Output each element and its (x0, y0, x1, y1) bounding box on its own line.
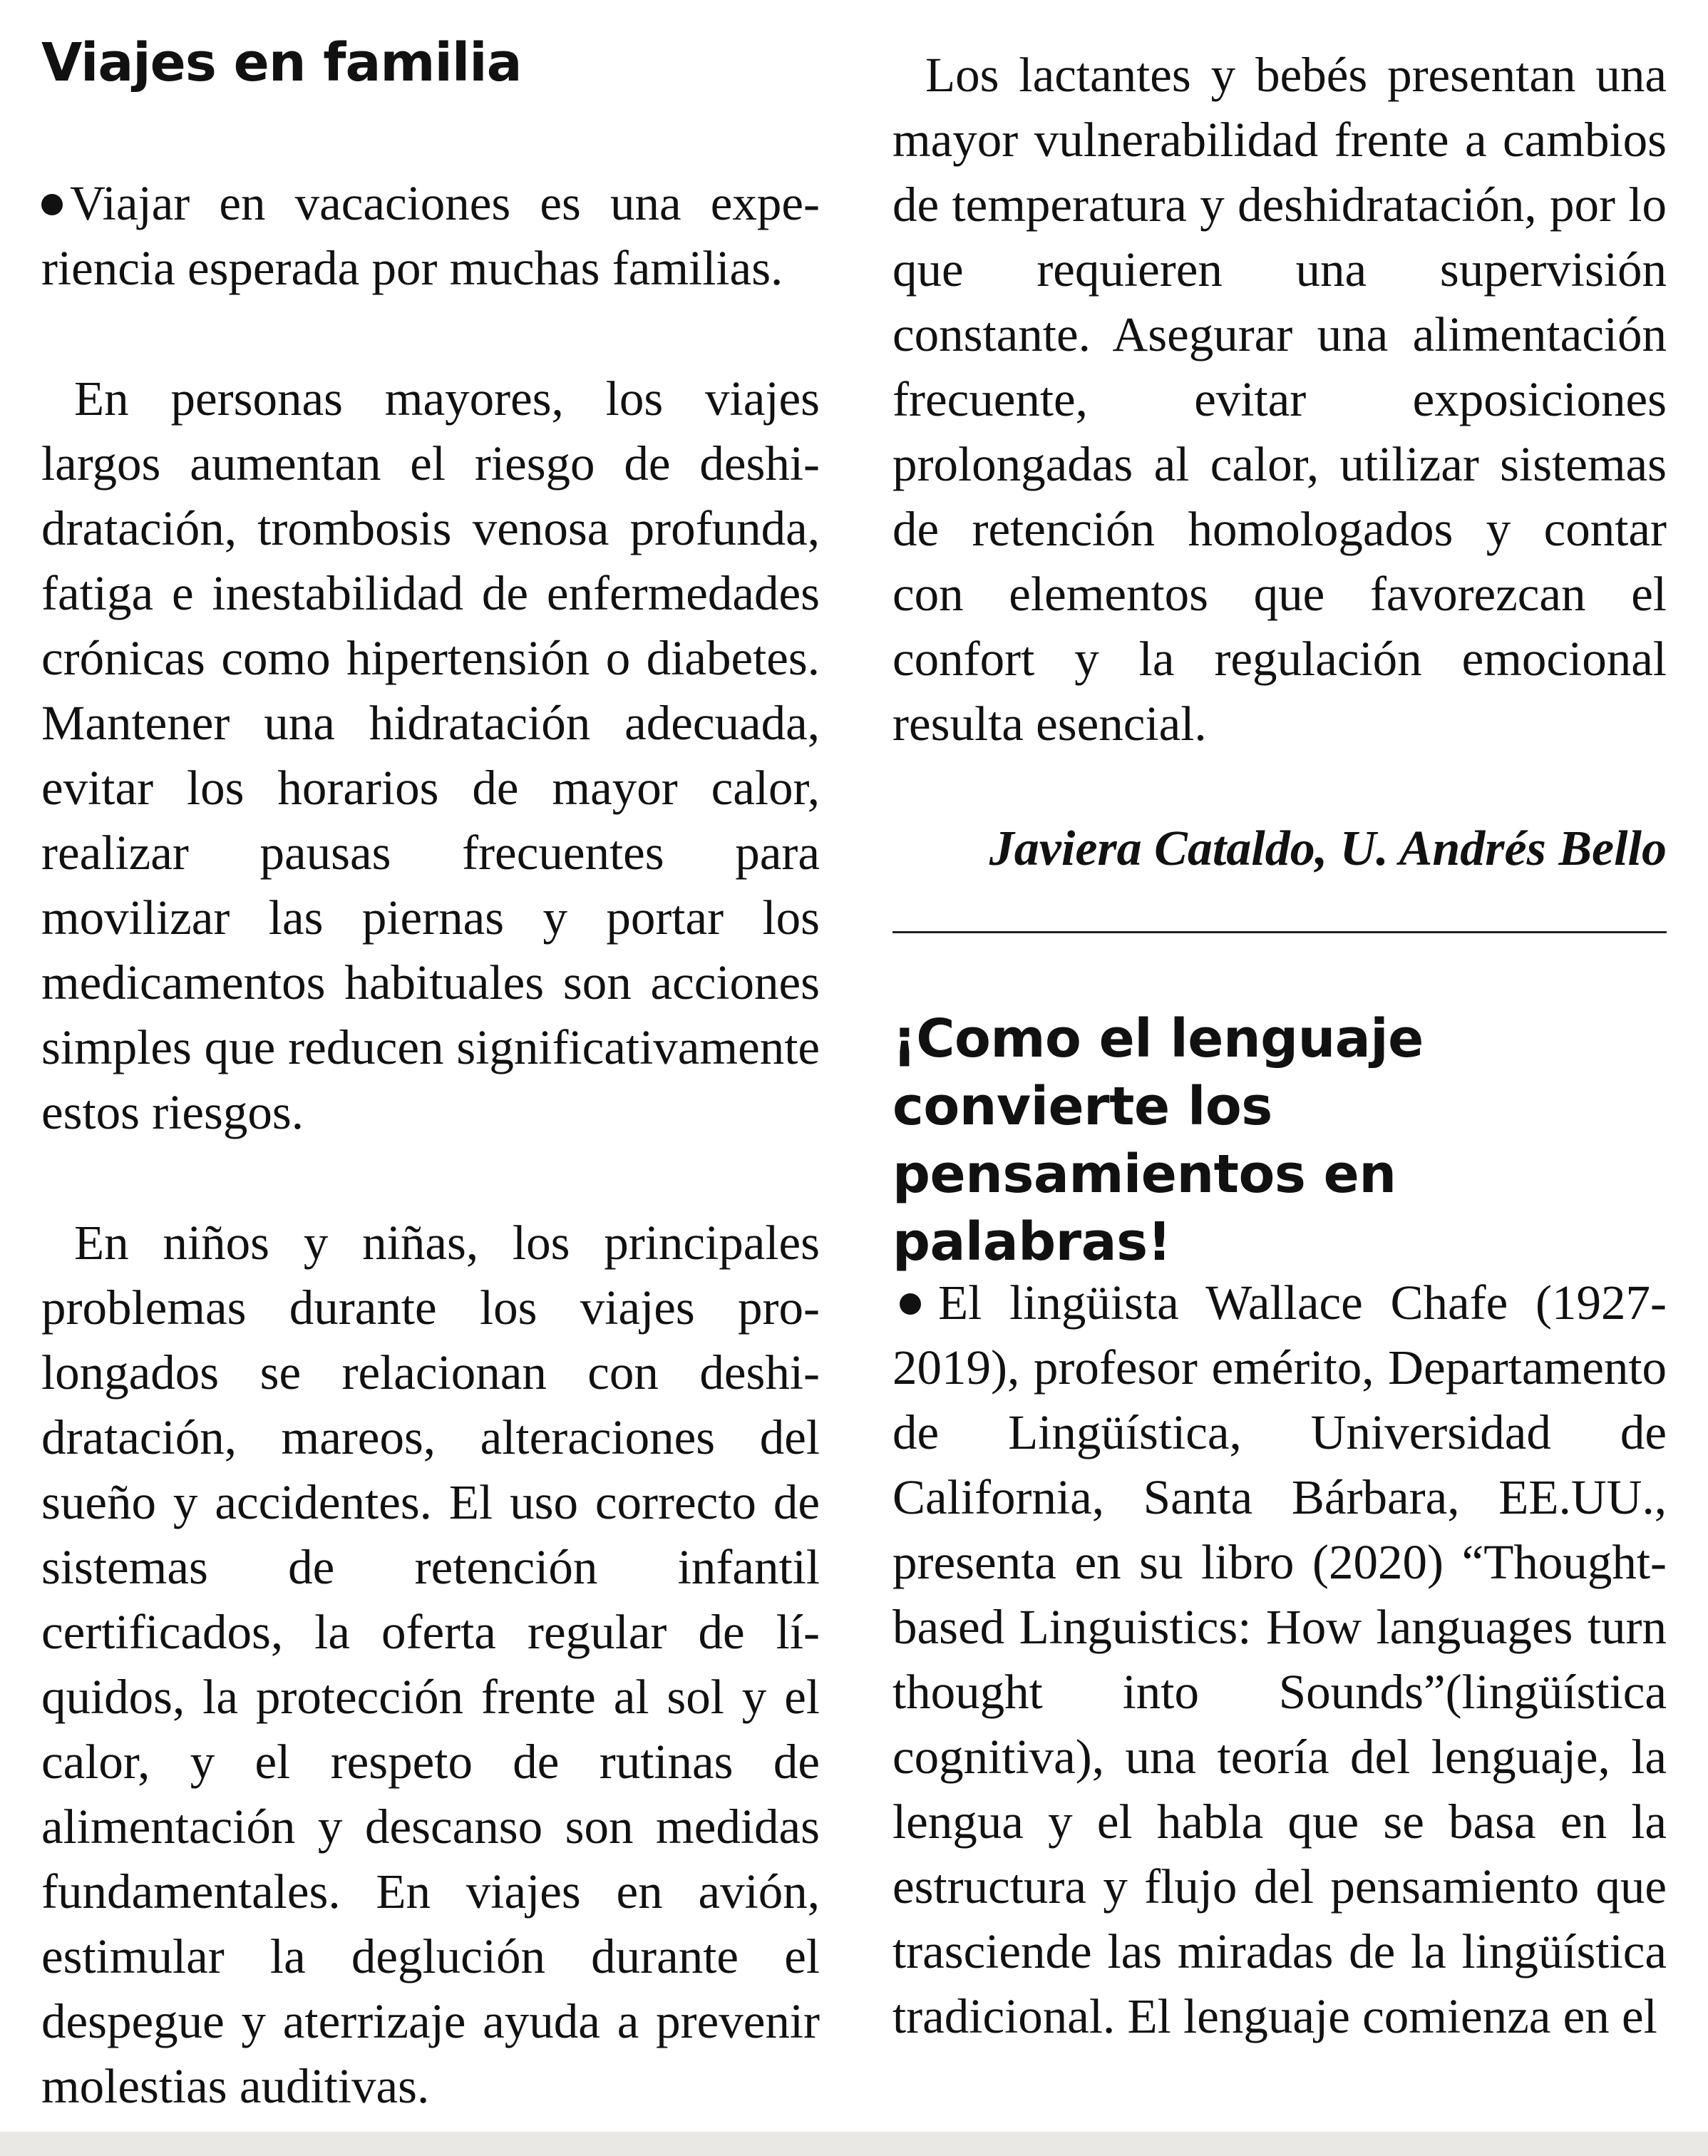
section-divider (892, 931, 1667, 933)
page-bottom-edge (0, 2132, 1708, 2156)
article-paragraph-1 (41, 171, 820, 301)
bullet-icon (900, 1293, 921, 1315)
article-paragraph-lenguaje (892, 1270, 1667, 2049)
article-paragraph-2: En personas mayores, los viajes largos aumentan el riesgo de deshidratación, trombosis venosa profunda, fatiga e inestabilidad de enfermedades crónicas como hipertensión o diabetes. Mantener una hidratación adecuada, evitar los horarios de mayor calor, realizar pausas frecuentes para movilizar las piernas y portar los medicamentos habituales son acciones simples que reducen significativamente estos riesgos. (41, 371, 820, 1139)
article-paragraph-4: Los lactantes y bebés presentan una mayor vulnerabilidad frente a cambios de temperatura y deshidratación, por lo que requieren una supervisión constante. Asegurar una alimentación frecuente, evitar exposiciones prolongadas al calor, utilizar sistemas de retención homologados y contar con elementos que favorezcan el confort y la regulación emocional resulta esencial. (892, 48, 1667, 751)
article-paragraph-3: En niños y niñas, los principales problemas durante los viajes prolongados se relacionan con deshidratación, mareos, alteraciones del sueño y accidentes. El uso correcto de sistemas de retención infantil certificados, la oferta regular de líquidos, la protección frente al sol y el calor, y el respeto de rutinas de alimentación y descanso son medidas fundamentales. En viajes en avión, estimular la deglución durante el despegue y aterrizaje ayuda a prevenir molestias auditivas. (41, 1216, 820, 2113)
article-title-viajes: Viajes en familia (41, 32, 522, 93)
paragraph-text: El lingüista Wallace Chafe (1927-2019), profesor emérito, Departamento de Lingüística, Universidad de California, Santa Bárbara, EE.UU., presenta en su libro (2020) “Thought-based Linguistics: How languages turn thought into Sounds”(lingüística cognitiva), una teoría del lenguaje, la lengua y el habla que se basa en la estructura y flujo del pensamiento que trasciende las miradas de la lingüística tradicional. El lenguaje comienza en el (892, 1275, 1667, 2043)
paragraph-text: Viajar en vacaciones es una experiencia esperada por muchas familias. (41, 176, 820, 295)
article-title-lenguaje: ¡Como el lenguaje convierte los pensamientos en palabras! (892, 1008, 1424, 1273)
bullet-icon (41, 194, 63, 215)
article-byline: Javiera Cataldo, U. Andrés Bello (989, 821, 1667, 876)
